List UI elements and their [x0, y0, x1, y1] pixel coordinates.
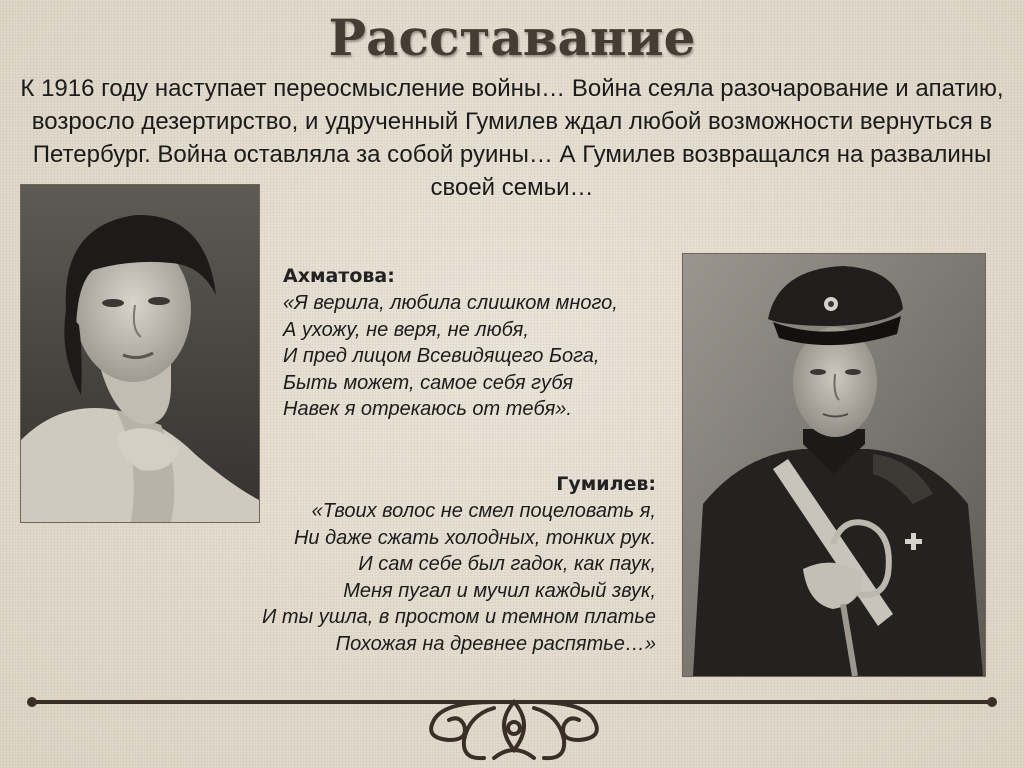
- ornament-divider: [24, 680, 1004, 765]
- akhmatova-poem-line: «Я верила, любила слишком много,: [283, 292, 618, 314]
- gumilev-poem-line: «Твоих волос не смел поцеловать я,: [311, 500, 656, 522]
- gumilev-poem-line: И сам себе был гадок, как паук,: [358, 553, 656, 575]
- gumilev-poem-line: Меня пугал и мучил каждый звук,: [343, 579, 656, 602]
- slide-title: Расставание: [328, 8, 696, 67]
- gumilev-portrait: [682, 253, 986, 677]
- akhmatova-poem: [283, 262, 683, 423]
- gumilev-poem-line: И ты ушла, в простом и темном платье: [261, 606, 656, 628]
- gumilev-poem-line: Похожая на древнее распятье…»: [335, 632, 656, 655]
- intro-paragraph: К 1916 году наступает переосмысление войны… Война сеяла разочарование и апатию, возросло дезертирство, и удрученный Гумилев ждал любой возможности вернуться в Петербург. Война оставляла за собой руины… А Гумилев возвращался на развалины своей семьи…: [20, 75, 1004, 201]
- gumilev-portrait-image: [683, 254, 985, 676]
- gumilev-poem-line: Ни даже сжать холодных, тонких рук.: [293, 526, 656, 549]
- gumilev-poem: [190, 470, 656, 657]
- akhmatova-poem-line: А ухожу, не веря, не любя,: [283, 318, 529, 341]
- akhmatova-poem-line: И пред лицом Всевидящего Бога,: [283, 345, 600, 367]
- akhmatova-author-label: Ахматова:: [283, 265, 395, 287]
- akhmatova-poem-line: Навек я отрекаюсь от тебя».: [283, 398, 572, 420]
- gumilev-author-label: Гумилев:: [556, 473, 656, 495]
- akhmatova-poem-line: Быть может, самое себя губя: [283, 371, 574, 394]
